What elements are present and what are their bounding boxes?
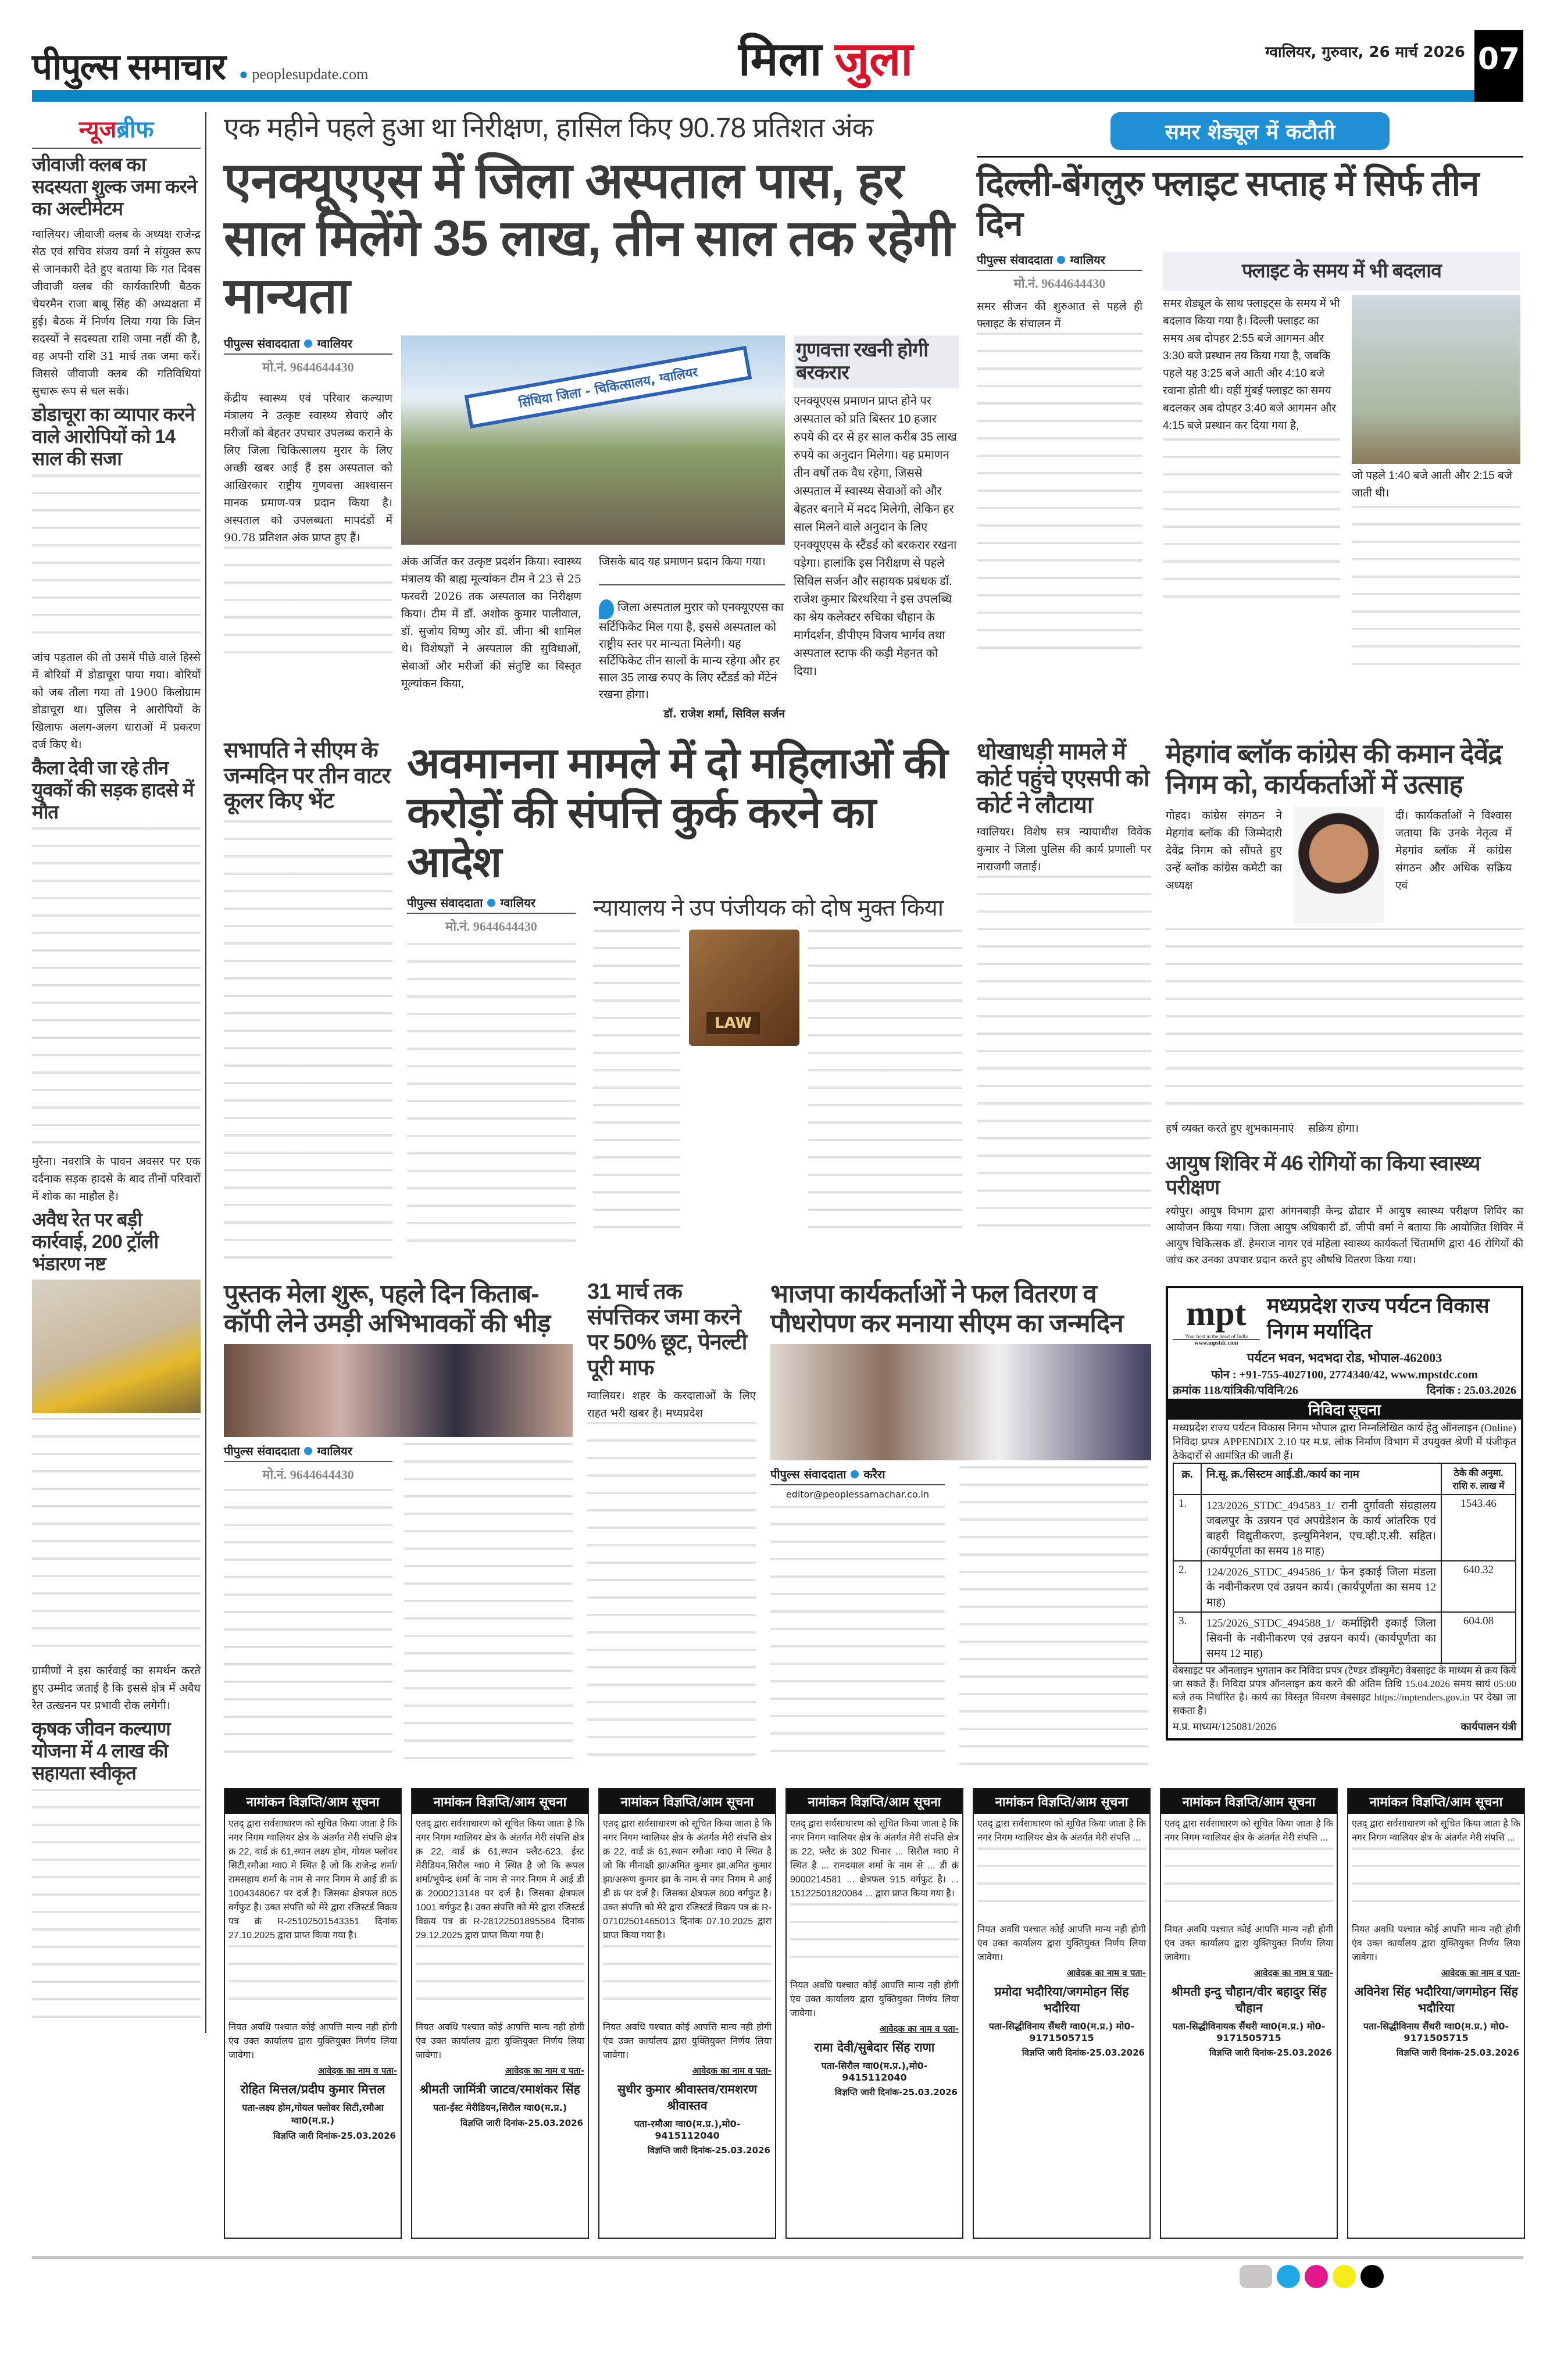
notice-closing: नियत अवधि पश्चात कोई आपत्ति मान्य नही होगी एंव उक्त कार्यालय द्वारा युक्तियुक्त निर्णय लिया जावेगा। [1165,1924,1333,1963]
row-no: 2. [1173,1561,1201,1612]
brief-title: अवैध रेत पर बड़ी कार्रवाई, 200 ट्रॉली भंडारण नष्ट [32,1209,159,1275]
tax-body: ग्वालियर। शहर के करदाताओं के लिए राहत भरी खबर है। मध्यप्रदेश [587,1389,756,1420]
news-brief-label-a: न्यूज [78,116,117,143]
text-block [587,1422,756,1771]
brief-title: कृषक जीवन कल्याण योजना में 4 लाख की सहायता स्वीकृत [32,1718,170,1784]
lead-quote-col [599,553,785,721]
congress-tail [1166,1120,1523,1137]
text-block [808,930,962,1232]
tender-ref: क्रमांक 118/यांत्रिकी/पविनि/26 [1173,1384,1298,1398]
byline-city: ग्वालियर [500,896,535,910]
notice-card [1347,1788,1525,2239]
tender-org: मध्यप्रदेश राज्य पर्यटन विकास निगम मर्यादित [1267,1294,1490,1343]
hospital-sign: सिंधिया जिला - चिकित्सालय, ग्वालियर [465,346,752,429]
book-fair-story [224,1280,573,1768]
table-row [1173,1561,1516,1612]
notice-card [411,1788,589,2239]
ayush-body: श्योपुर। आयुष विभाग द्वारा आंगनबाड़ी केन्द्र ढोढार में आयुष स्वास्थ्य परीक्षण शिविर का आयोजन किया गया। जिला आयुष अधिकारी डॉ. जीपी वर्मा ने बताया कि आयोजित शिविर में आयुष चिकित्सक डॉ. हेमराज नागर एवं महिला स्वास्थ्य कार्यकर्ता चिंतामणि द्वारा 46 रोगियों की जांच कर उनका उपचार प्रदान करते हुए औषधि वितरण किया गया। [1166,1205,1523,1267]
text-block [407,943,576,1257]
lead-story [224,112,959,721]
book-fair-headline: पुस्तक मेला शुरू, पहले दिन किताब-कॉपी लेने उमड़ी अभिभावकों की भीड़ [224,1279,551,1338]
applicant-label: आवेदक का नाम व पता- [505,2065,584,2076]
byline-reporter: पीपुल्स संवाददाता [770,1467,847,1482]
book-fair-byline [224,1443,392,1756]
byline-phone: मो.नं. 9644644430 [262,1467,354,1482]
text-block [1166,928,1523,1120]
notice-card [785,1788,963,2239]
bjp-story [770,1280,1151,1768]
text-block [1352,1847,1520,1917]
ayush-headline: आयुष शिविर में 46 रोगियों का किया स्वास्थ्य परीक्षण [1166,1150,1480,1199]
brief-body: मुरैना। नवरात्रि के पावन अवसर पर एक दर्दनाक सड़क हादसे के बाद तीनों परिवारों में शोक का माहौल है। [32,1155,201,1203]
tender-intro: मध्यप्रदेश राज्य पर्यटन विकास निगम भोपाल द्वारा निम्नलिखित कार्य हेतु ऑनलाइन (Online) निविदा प्रपत्र APPENDIX 2.10 पर म.प्र. लोक निर्माण विभाग में उपयुक्त श्रेणी में पंजीकृत ठेकेदारों से आमंत्रित की जाती हैं। [1173,1422,1516,1462]
applicant-address: पता-ईस्ट मेरीडियन,सिरौल ग्वा0(म.प्र.) [433,2102,567,2113]
notice-date: विज्ञप्ति जारी दिनांक-25.03.2026 [834,2086,958,2097]
public-notices [224,1788,1523,2239]
applicant-label: आवेदक का नाम व पता- [1254,1967,1333,1978]
table-row [1173,1495,1516,1561]
notice-title: नामांकन विज्ञप्ति/आम सूचना [599,1789,775,1814]
text-block [1165,1847,1333,1917]
row-top [224,112,1523,721]
contempt-byline [407,895,576,1257]
row-contempt [224,738,1151,1262]
congress-body: गोहद। कांग्रेस संगठन ने मेहगांव ब्लॉक की जिम्मेदारी देवेंद्र निगम को सौंपते हुए उन्हें ब्लॉक कांग्रेस कमेटी का अध्यक्ष [1166,809,1282,892]
applicant-address: पता-सिरौल ग्वा0(म.प्र.),मो0-9415112040 [821,2060,928,2083]
congress-tail-a: हर्ष व्यक्त करते हुए शुभकामनाएं [1166,1121,1294,1135]
col-name: नि.सू. क्र./सिस्टम आई.डी./कार्य का नाम [1201,1463,1441,1495]
book-fair-photo [224,1344,573,1437]
notice-card [598,1788,776,2239]
text-block [32,1789,201,2033]
applicant-name: सुधीर कुमार श्रीवास्तव/रामशरण श्रीवास्तव [617,2082,758,2113]
quote-text: जिला अस्पताल मुरार को एनक्यूएएस का सर्टिफिकेट मिल गया है, इससे अस्पताल को राष्ट्रीय स्तर पर मान्यता मिलेगी। यह सर्टिफिकेट तीन सालों के मान्य रहेगा और हर साल 35 लाख रुपए के लिए स्टैंडर्ड को मेंटेनं रखना होगा। [599,601,784,701]
side-box [794,335,959,681]
news-brief-label-b: ब्रीफ [116,116,154,143]
row-amount: 1543.46 [1441,1495,1516,1561]
text-block [977,875,1151,1236]
quote-icon [599,599,614,619]
notice-date: विज्ञप्ति जारी दिनांक-25.03.2026 [460,2117,583,2128]
notice-closing: नियत अवधि पश्चात कोई आपत्ति मान्य नही होगी एंव उक्त कार्यालय द्वारा युक्तियुक्त निर्णय लिया जावेगा। [1352,1924,1520,1963]
lead-body: केंद्रीय स्वास्थ्य एवं परिवार कल्याण मंत्रालय ने उत्कृष्ट स्वास्थ्य सेवाएं और मरीजों को बेहतर उपचार उपलब्ध कराने के लिए जिला चिकित्सालय मुरार के लिए अच्छी खबर आई हैं इस अस्पताल को आखिरकार राष्ट्रीय गुणवत्ता आश्वासन मानक प्रमाण-पत्र प्रदान किया है। अस्पताल को उपलब्धता मापदंडों में 90.78 प्रतिशत अंक प्राप्त हुए हैं। [224,391,392,544]
lead-content [224,335,959,721]
row-amount: 640.32 [1441,1561,1516,1612]
bjp-photo [770,1344,1151,1460]
tender-title: निविदा सूचना [1168,1399,1521,1420]
quote-rule [599,584,785,585]
lead-body: जिसके बाद यह प्रमाणन प्रदान किया गया। [599,555,766,568]
notice-body: एतद् द्वारा सर्वसाधारण को सूचित किया जाता है कि नगर निगम ग्वालियर क्षेत्र के अंतर्गत मेरी संपत्ति क्षेत्र क्र 22, वार्ड क्रं 61,स्थान फ्लैट-623, ईस्ट मेरीडियन,सिरौल ग्वा0 मे स्थित है जो कि रूपल शर्मा/भूपेन्द्र शर्मा के नाम से नगर निगम मे आई डी क्रं 2000213148 पर दर्ज है। जिसका क्षेत्रफल 1001 वर्गफुट है। उक्त संपत्ति को मेरे द्वारा रजिस्टर्ड विक्रय पत्र क्रं R-28122501895584 दिनांक 29.12.2025 द्वारा प्राप्त किया गया है। [416,1818,584,1941]
notice-date: विज्ञप्ति जारी दिनांक-25.03.2026 [647,2145,770,2156]
flight-body: समर सीजन की शुरुआत से पहले ही फ्लाइट के संचालन में [977,300,1142,330]
mpt-tagline: Your host in the heart of India [1173,1334,1260,1340]
mpt-site: www.mpstdc.com [1194,1340,1238,1347]
brief-title: जीवाजी क्लब का सदस्यता शुल्क जमा करने का अल्टीमेटम [32,153,197,219]
brief-title: कैला देवी जा रहे तीन युवकों की सड़क हादसे में मौत [32,756,194,823]
row-third [224,1280,1151,1771]
byline-reporter: पीपुल्स संवाददाता [224,1444,300,1459]
tender-date: दिनांक : 25.03.2026 [1426,1384,1516,1398]
main-area [224,112,1523,2239]
text-block [224,820,392,1262]
devendra-nigam-photo [1294,807,1384,923]
byline-city: ग्वालियर [317,1444,352,1459]
flight-tag: समर शेड्यूल में कटौती [1110,112,1390,150]
flight-content [977,252,1523,680]
brief-body: ग्रामीणों ने इस कार्रवाई का समर्थन करते हुए उम्मीद जताई है कि इससे क्षेत्र में अवैध रेत उत्खनन पर प्रभावी रोक लगेगी। [32,1664,201,1713]
page-body [32,112,1523,2239]
row-amount: 604.08 [1441,1612,1516,1663]
brief-body: ग्वालियर। जीवाजी क्लब के अध्यक्ष राजेन्द्र सेठ एवं सचिव संजय वर्मा ने संयुक्त रूप से जानकारी देते हुए बताया कि गत दिवस जीवाजी क्लब की कार्यकारिणी बैठक चेयरमैन राजा बाबू सिंह की अध्यक्षता में हुई। बैठक में निर्णय लिया गया कि जिन सदस्यों ने सदस्यता राशि जमा नहीं की है, वह अपनी राशि 31 मार्च तक जमा करें। जिससे जीवाजी क्लब की गतिविधियां सुचारू रूप से चल सकें। [32,227,201,398]
congress-content [1166,807,1523,923]
row-name: 123/2026_STDC_494583_1/ रानी दुर्गावती संग्रहालय जबलपुर के उन्नयन एवं अपग्रेडेशन के कार्य आंतरिक एवं बाहरी विद्युतीकरण, इल्युमिनेशन, एच.व्ही.ए.सी. सहित। (कार्यपूर्णता का समय 18 माह) [1201,1495,1441,1561]
notice-closing: नियत अवधि पश्चात कोई आपत्ति मान्य नही होगी एंव उक्त कार्यालय द्वारा युक्तियुक्त निर्णय लिया जावेगा। [228,2022,397,2060]
notice-title: नामांकन विज्ञप्ति/आम सूचना [974,1789,1149,1814]
text-block [224,546,392,663]
row-middle [224,738,1523,1771]
contempt-story [407,738,962,1257]
text-block [603,1945,772,2015]
tender-signatory: कार्यपालन यंत्री [1460,1721,1516,1733]
airplane-photo [1352,295,1520,464]
masthead [32,30,1523,102]
notice-title: नामांकन विज्ञप्ति/आम सूचना [412,1789,588,1814]
byline-reporter: पीपुल्स संवाददाता [977,253,1053,267]
excavator-photo [32,1280,201,1413]
tender-table-header [1173,1463,1516,1495]
notice-date: विज्ञप्ति जारी दिनांक-25.03.2026 [273,2130,396,2141]
side-box-body: एनक्यूएएस प्रमाणन प्राप्त होने पर अस्पताल को प्रति बिस्तर 10 हजार रुपये की दर से हर साल करीब 35 लाख रुपये का अनुदान मिलेगा। यह प्रमाणन तीन वर्षों तक वैध रहेगा, जिससे अस्पताल में स्वास्थ्य सेवाओं को और बेहतर बनाने में मदद मिलेगी, लेकिन हर साल मिलने वाले अनुदान के लिए एनक्यूएएस के स्टैंडर्ड को बरकरार रखना पड़ेगा। हालांकि इस निरीक्षण से पहले सिविल सर्जन और सहायक प्रबंधक डॉ. राजेश कुमार बिरथरिया ने इस उपलब्धि का श्रेय कलेक्टर रुचिका चौहान के मार्गदर्शन, डीपीएम विजय भार्गव तथा अस्पताल स्टाफ की कड़ी मेहनत को दिया। [794,395,957,678]
text-block [32,1418,201,1662]
text-block [1163,438,1340,613]
water-cooler-story [224,738,392,1262]
byline-city: करैरा [863,1467,885,1482]
applicant-name: श्रीमती इन्दु चौहान/वीर बहादुर सिंह चौहान [1171,1984,1327,2015]
registration-mark [1333,2265,1356,2288]
hospital-photo [401,335,785,545]
news-brief-label [32,112,201,149]
applicant-name: प्रमोदा भदौरिया/जगमोहन सिंह भदौरिया [994,1984,1129,2015]
brief-column [32,112,206,2033]
site-url[interactable] [239,66,368,83]
edition-date: ग्वालियर, गुरुवार, 26 मार्च 2026 [1265,44,1465,61]
applicant-name: श्रीमती जामिंत्री जाटव/रमाशंकर सिंह [420,2082,580,2096]
notice-body: एतद् द्वारा सर्वसाधारण को सूचित किया जाता है कि नगर निगम ग्वालियर क्षेत्र के अंतर्गत मेरी संपत्ति ... [1165,1818,1333,1843]
tender-code: म.प्र. माध्यम/125081/2026 [1173,1721,1276,1733]
lead-body: अंक अर्जित कर उत्कृष्ट प्रदर्शन किया। स्वास्थ्य मंत्रालय की बाह्य मूल्यांकन टीम ने 23 से 25 फरवरी 2026 तक अस्पताल का निरीक्षण किया। टीम में डॉ. अशोक कुमार पालीवाल, डॉ. सुजोय विष्णु और डॉ. जीना श्री शामिल थे। विशेषज्ञों ने अस्पताल की सुविधाओं, सेवाओं और मरीजों की संतुष्टि का विस्तृत मूल्यांकन किया, [401,555,581,690]
page-number: 07 [1474,30,1523,102]
text-block [32,474,201,649]
contempt-headline: अवमानना मामले में दो महिलाओं की करोड़ों की संपत्ति कुर्क करने का आदेश [407,738,948,887]
col-amount: ठेके की अनुमा. राशि रु. लाख में [1441,1463,1516,1495]
notice-body: एतद् द्वारा सर्वसाधारण को सूचित किया जाता है कि नगर निगम ग्वालियर क्षेत्र के अंतर्गत मेरी संपत्ति ... [977,1818,1146,1843]
brief-body: जांच पड़ताल की तो उसमें पीछे वाले हिस्से में बोरियों में डोडाचूरा पाया गया। बोरियों को जब तौला गया तो 1900 किलोग्राम डोडाचूरा था। पुलिस ने आरोपियों के खिलाफ अलग-अलग धाराओं में प्रकरण दर्ज किए थे। [32,651,201,751]
byline-phone: मो.नं. 9644644430 [445,919,537,934]
text-block [32,827,201,1153]
notice-closing: नियत अवधि पश्चात कोई आपत्ति मान्य नही होगी एंव उक्त कार्यालय द्वारा युक्तियुक्त निर्णय लिया जावेगा। [977,1924,1146,1963]
registration-mark [1360,2265,1384,2288]
lead-kicker: एक महीने पहले हुआ था निरीक्षण, हासिल किए 90.78 प्रतिशत अंक [224,113,873,144]
flight-byline [977,252,1142,658]
flight-box-tail: जो पहले 1:40 बजे आती और 2:15 बजे जाती थी। [1352,470,1512,500]
text-block [228,1945,397,2015]
dot-icon [487,899,495,907]
pin-icon: ● [239,66,248,83]
lead-headline: एनक्यूएएस में जिला अस्पताल पास, हर साल मिलेंगे 35 लाख, तीन साल तक रहेगी मान्यता [224,153,954,324]
registration-mark [1305,2265,1328,2288]
notice-card [973,1788,1151,2239]
tax-headline: 31 मार्च तक संपत्तिकर जमा करने पर 50% छूट, पेनल्टी पूरी माफ [587,1279,747,1380]
bottom-rule [32,2256,1523,2259]
law-label: LAW [706,1012,760,1034]
text-block [416,1945,584,2015]
fraud-body: ग्वालियर। विशेष सत्र न्यायाधीश विवेक कुमार ने जिला पुलिस की कार्य प्रणाली पर नाराजगी जताई। [977,825,1151,873]
notice-card [1160,1788,1338,2239]
water-cooler-title: सभापति ने सीएम के जन्मदिन पर तीन वाटर कूलर किए भेंट [224,738,391,814]
dot-icon [851,1470,859,1478]
notice-title: नामांकन विज्ञप्ति/आम सूचना [787,1789,962,1814]
applicant-address: पता-सिद्धीविनाय सैंथरी ग्वा0(म.प्र.) मो0-9171505715 [1363,2020,1509,2043]
bjp-headline: भाजपा कार्यकर्ताओं ने फल वितरण व पौधरोपण कर मनाया सीएम का जन्मदिन [770,1279,1123,1338]
row-name: 124/2026_STDC_494586_1/ फेन इकाई जिला मंडला के नवीनीकरण एवं उन्नयन कार्य। (कार्यपूर्णता का समय 12 माह) [1201,1561,1441,1612]
text-block [770,1506,945,1761]
applicant-name: रोहित मित्तल/प्रदीप कुमार मित्तल [240,2082,385,2096]
contempt-content [407,895,962,1257]
registration-mark [1277,2265,1300,2288]
congress-headline: मेहगांव ब्लॉक कांग्रेस की कमान देवेंद्र निगम को, कार्यकर्ताओं में उत्साह [1166,738,1502,799]
col-no: क्र. [1173,1463,1201,1495]
notice-closing: नियत अवधि पश्चात कोई आपत्ति मान्य नही होगी एंव उक्त कार्यालय द्वारा युक्तियुक्त निर्णय लिया जावेगा। [603,2022,772,2060]
brief-title: डोडाचूरा का व्यापार करने वाले आरोपियों को 14 साल की सजा [32,403,195,469]
applicant-name: रामा देवी/सुबेदार सिंह राणा [814,2040,935,2054]
section-title-a: मिला [738,33,822,85]
row-name: 125/2026_STDC_494588_1/ कर्माझिरी इकाई जिला सिवनी के नवीनीकरण एवं उन्नयन कार्य। (कार्यपूर्णता का समय 12 माह) [1201,1612,1441,1663]
applicant-label: आवेदक का नाम व पता- [317,2065,397,2076]
notice-date: विज्ञप्ति जारी दिनांक-25.03.2026 [1396,2047,1519,2058]
bjp-byline [770,1466,945,1761]
dot-icon [304,1447,312,1455]
fraud-headline: धोखाधड़ी मामले में कोर्ट पहुंचे एएसपी को कोर्ट ने लौटाया [977,738,1149,818]
congress-body: दीं। कार्यकर्ताओं ने विश्वास जताया कि उनके नेतृत्व में मेहगांव ब्लॉक में कांग्रेस संगठन और अधिक सक्रिय एवं [1395,809,1512,892]
applicant-label: आवेदक का नाम व पता- [879,2023,959,2034]
notice-card [224,1788,402,2239]
applicant-address: पता-रमौआ ग्वा0(म.प्र.),मो0-9415112040 [634,2118,741,2141]
flight-box-title: फ्लाइट के समय में भी बदलाव [1163,252,1520,291]
editor-email[interactable]: editor@peoplessamachar.co.in [785,1489,930,1500]
byline-phone: मो.नं. 9644644430 [262,359,354,374]
applicant-label: आवेदक का नाम व पता- [1066,1967,1146,1978]
text-block [593,930,680,1232]
mpstdc-tender-ad [1166,1286,1523,1741]
section-title-b: जुला [834,33,913,85]
row-no: 1. [1173,1495,1201,1561]
notice-date: विज्ञप्ति जारी दिनांक-25.03.2026 [1209,2047,1332,2058]
tax-story [587,1280,756,1771]
flight-box-body: समर शेड्यूल के साथ फ्लाइट्स के समय में भी बदलाव किया गया है। दिल्ली फ्लाइट का समय अब दोपहर 2:55 बजे आगमन और 3:30 बजे प्रस्थान तय किया गया है, जबकि पहले यह 3:25 बजे आती और 4:10 बजे रवाना होती थी। वहीं मुंबई फ्लाइट का समय बदलकर अब दोपहर 3:40 बजे आगमन और 4:15 बजे प्रस्थान कर दिया गया है, [1163,298,1340,433]
notice-title: नामांकन विज्ञप्ति/आम सूचना [225,1789,401,1814]
text-block [790,1903,959,1973]
notice-body: एतद् द्वारा सर्वसाधारण को सूचित किया जाता है कि नगर निगम ग्वालियर क्षेत्र के अंतर्गत मेरी संपत्ति क्षेत्र क्र 22, वार्ड क्रं 61,स्थान लक्ष्य होम, गोयल फ्लोवर सिटी,रमौआ ग्वा0 मे स्थित है जो कि राजेन्द्र शर्मा/रामसहाय शर्मा के नाम से नगर निगम मे आई डी क्रं 1004348067 पर दर्ज है। जिसका क्षेत्रफल 805 वर्गफुट है। उक्त संपत्ति को मेरे द्वारा रजिस्टर्ड विक्रय पत्र क्रं R-25102501543351 दिनांक 27.10.2025 द्वारा प्राप्त किया गया है। [228,1818,397,1941]
text-block [1352,506,1520,680]
notice-body: एतद् द्वारा सर्वसाधारण को सूचित किया जाता है कि नगर निगम ग्वालियर क्षेत्र के अंतर्गत मेरी संपत्ति ... [1352,1818,1520,1843]
text-block [224,1489,392,1756]
section-title [738,30,913,88]
byline-city: ग्वालियर [1070,253,1105,267]
notice-date: विज्ञप्ति जारी दिनांक-25.03.2026 [1022,2047,1145,2058]
tender-phone: फोन : +91-755-4027100, 2774340/42, www.mpstdc.com [1211,1368,1478,1382]
table-row [1173,1612,1516,1663]
side-box-title: गुणवत्ता रखनी होगी बरकरार [794,335,959,388]
brand-logo: पीपुल्स समाचार [32,47,226,87]
registration-mark [1240,2265,1272,2288]
notice-title: नामांकन विज्ञप्ति/आम सूचना [1161,1789,1337,1814]
flight-box [1163,252,1520,680]
tender-footer: वेबसाइट पर ऑनलाइन भुगतान कर निविदा प्रपत्र (टेण्डर डॉक्युमेंट) वेबसाइट के माध्यम से क्रय किये जा सकते हैं। निविदा प्रपत्र ऑनलाइन क्रय करने की अंतिम तिथि 15.04.2026 समय सायं 05:00 बजे तक निर्धारित है। कार्य का विस्तृत विवरण वेबसाइट https://mptenders.gov.in पर देखा जा सकता है। [1173,1665,1516,1717]
flight-headline: दिल्ली-बेंगलुरु फ्लाइट सप्ताह में सिर्फ तीन दिन [977,164,1479,243]
fraud-story [977,738,1151,1236]
notice-body: एतद् द्वारा सर्वसाधारण को सूचित किया जाता है कि नगर निगम ग्वालियर क्षेत्र के अंतर्गत मेरी संपत्ति क्षेत्र क्र 22, वार्ड क्रं 61,स्थान रमौआ ग्वा0 मे स्थित है जो कि मीनाक्षी झा/अमित कुमार झा,अमित कुमार झा/अरूण कुमार झा के नाम से नगर निगम मे आई डी क्रं पर दर्ज है। जिसका क्षेत्रफल 800 वर्गफुट है। उक्त संपत्ति को मेरे द्वारा रजिस्टर्ड विक्रय पत्र क्रं R-07102501465013 दिनांक 07.10.2025 द्वारा प्राप्त किया गया है। [603,1818,772,1941]
lead-photo-col [401,335,785,721]
dot-icon [1057,256,1065,264]
dot-icon [304,340,312,348]
notice-closing: नियत अवधि पश्चात कोई आपत्ति मान्य नही होगी एंव उक्त कार्यालय द्वारा युक्तियुक्त निर्णय लिया जावेगा। [416,2022,584,2060]
right-column [1166,738,1523,1741]
mpt-logo-mark: mpt [1186,1294,1247,1333]
notice-body: एतद् द्वारा सर्वसाधारण को सूचित किया जाता है कि नगर निगम ग्वालियर क्षेत्र के अंतर्गत मेरी संपत्ति क्षेत्र क्र 22, फ्लैट क्रं 302 चिनार ... सिरौल ग्वा0 मे स्थित है ... रामदयाल शर्मा के नाम से ... डी क्रं 9000214581 ... क्षेत्रफल 915 वर्गफुट है। ... 15122501820084 ... द्वारा प्राप्त किया गया है। [790,1818,959,1899]
text-block [977,1847,1146,1917]
site-url-text: peoplesupdate.com [252,66,369,83]
byline-city: ग्वालियर [317,336,352,351]
middle-columns [224,738,1151,1771]
flight-story [977,112,1523,680]
tender-address: पर्यटन भवन, भदभदा रोड, भोपाल-462003 [1247,1350,1442,1366]
mpt-logo [1173,1293,1260,1346]
byline-phone: मो.नं. 9644644430 [1013,276,1106,291]
contempt-subhead: न्यायालय ने उप पंजीयक को दोष मुक्त किया [593,895,944,921]
quote-author: डॉ. राजेश शर्मा, सिविल सर्जन [663,707,785,720]
congress-tail-b: सक्रिय होगा। [1308,1121,1359,1135]
print-registration-marks [32,2265,1384,2288]
lead-byline [224,335,392,663]
flight-tag-row [977,112,1523,158]
applicant-address: पता-सिद्धीविनाय सैंथरी ग्वा0(म.प्र.) मो0-9171505715 [988,2020,1135,2043]
applicant-address: पता-लक्ष्य होम,गोयल फ्लोवर सिटी,रमौआ ग्वा0(म.प्र.) [242,2102,384,2126]
text-block [959,1466,1148,1768]
text-block [977,333,1142,658]
applicant-name: अविनेश सिंह भदौरिया/जगमोहन सिंह भदौरिया [1354,1984,1518,2015]
applicant-label: आवेदक का नाम व पता- [692,2065,772,2076]
byline-reporter: पीपुल्स संवाददाता [407,896,483,910]
row-no: 3. [1173,1612,1201,1663]
notice-title: नामांकन विज्ञप्ति/आम सूचना [1348,1789,1524,1814]
lead-body-cols [401,553,785,721]
text-block [404,1443,573,1768]
byline-reporter: पीपुल्स संवाददाता [224,336,300,351]
tender-table [1173,1463,1516,1664]
flight-box-content [1163,295,1520,680]
applicant-address: पता-सिद्धीविनायक सैंथरी ग्वा0(म.प्र.) मो0-9171505715 [1172,2020,1326,2043]
applicant-label: आवेदक का नाम व पता- [1441,1967,1520,1978]
notice-closing: नियत अवधि पश्चात कोई आपत्ति मान्य नही होगी एंव उक्त कार्यालय द्वारा युक्तियुक्त निर्णय लिया जावेगा। [790,1980,959,2018]
gavel-illustration [689,930,799,1046]
